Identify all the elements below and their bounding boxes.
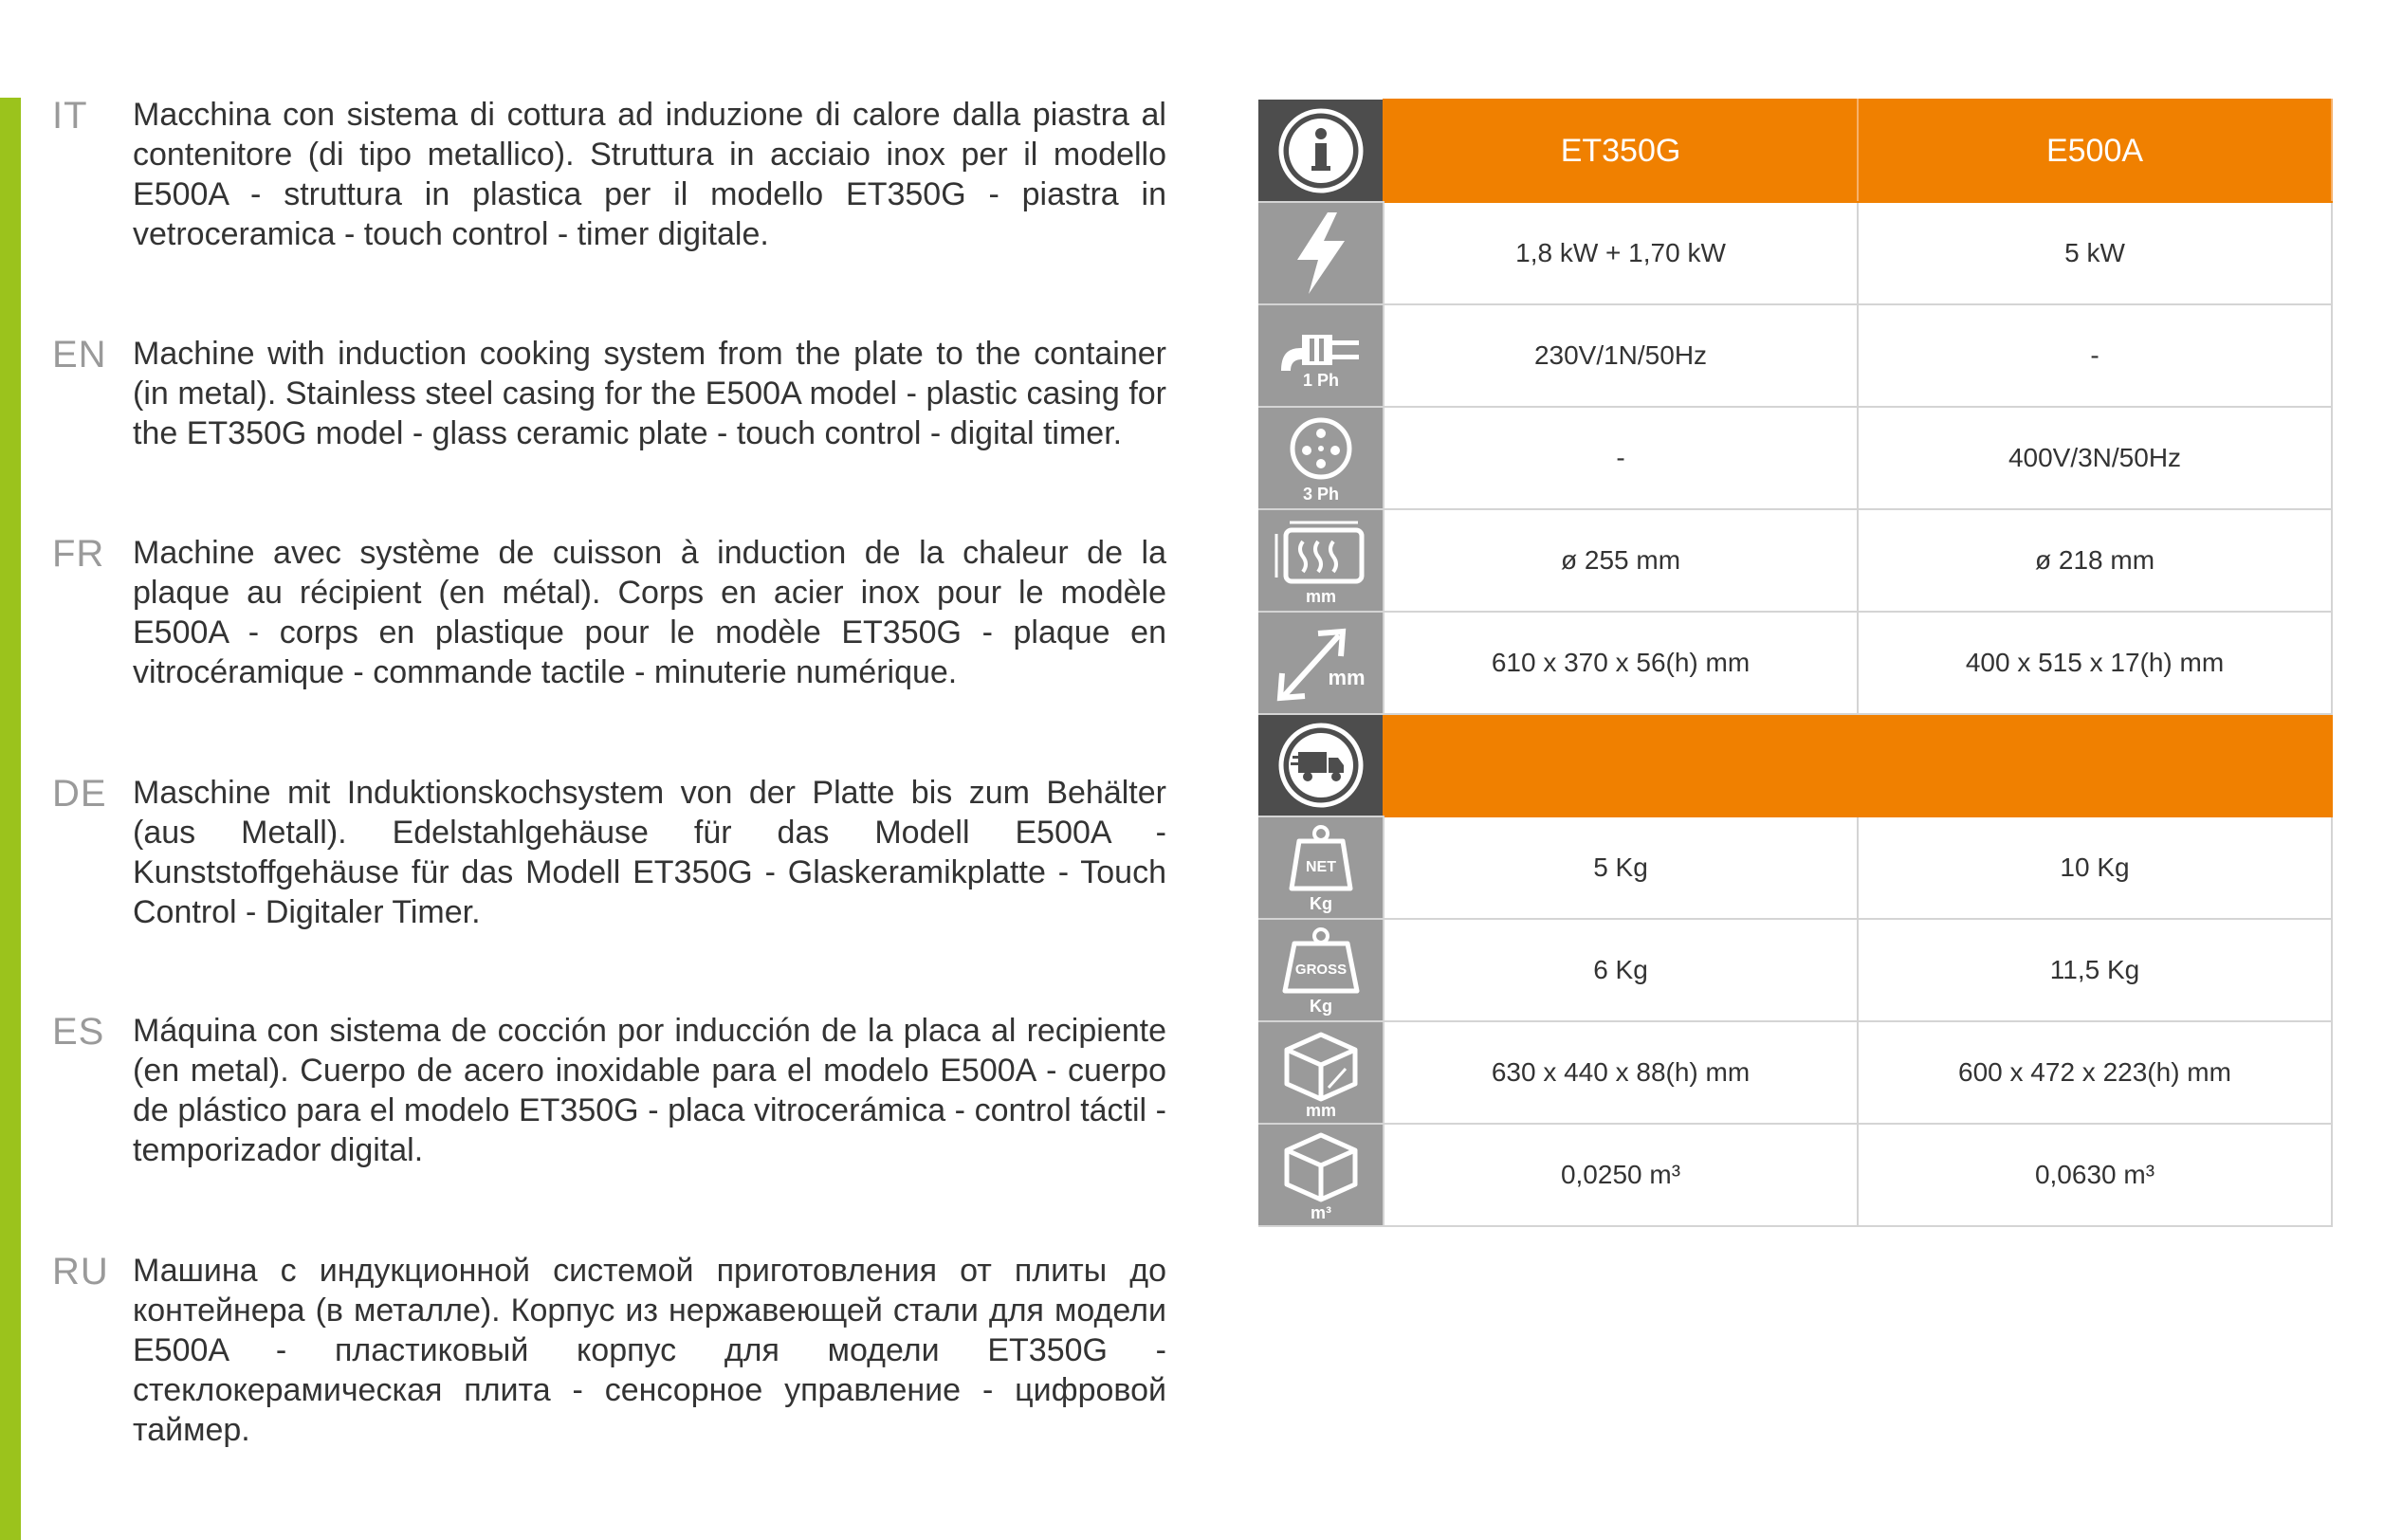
spec-value: -	[1858, 304, 2332, 407]
icon-label: mm	[1327, 666, 1366, 689]
spec-value: 230V/1N/50Hz	[1384, 304, 1858, 407]
plate-size-icon	[1258, 509, 1384, 612]
table-row	[1258, 919, 2332, 1021]
table-row	[1258, 816, 2332, 919]
lightning-icon	[1258, 202, 1384, 304]
spec-value: 400V/3N/50Hz	[1858, 407, 2332, 509]
icon-label: mm	[1305, 587, 1336, 606]
spec-value: 11,5 Kg	[1858, 919, 2332, 1021]
shipping-header-band	[1384, 714, 2332, 816]
spec-value: 600 x 472 x 223(h) mm	[1858, 1021, 2332, 1124]
spec-value: ø 218 mm	[1858, 509, 2332, 612]
socket-3ph-icon	[1258, 407, 1384, 509]
model-header: ET350G	[1384, 100, 1858, 202]
lang-code: DE	[52, 773, 107, 815]
truck-icon	[1258, 714, 1384, 816]
table-row	[1258, 1021, 2332, 1124]
icon-label: m³	[1310, 1203, 1331, 1220]
table-row	[1258, 509, 2332, 612]
spec-value: 6 Kg	[1384, 919, 1858, 1021]
dimensions-icon	[1258, 612, 1384, 714]
lang-text: Maschine mit Induktionskochsystem von der Platte bis zum Behälter (aus Metall). Edelstahlgehäuse für das Modell E500A - Kunststoffgehäuse für das Modell ET350G - Glaskeramikplatte - Touch Control - Digitaler Timer.	[133, 775, 1166, 930]
shipping-header-row	[1258, 714, 2332, 816]
spec-value: 610 x 370 x 56(h) mm	[1384, 612, 1858, 714]
spec-value: -	[1384, 407, 1858, 509]
package-volume-icon	[1258, 1124, 1384, 1226]
lang-text: Macchina con sistema di cottura ad induzione di calore dalla piastra al contenitore (di tipo metallico). Struttura in acciaio inox per il modello E500A - struttura in plastica per il modello ET350G - piastra in vetroceramica - touch control - timer digitale.	[133, 97, 1166, 252]
lang-code: IT	[52, 95, 88, 137]
spec-value: 0,0630 m³	[1858, 1124, 2332, 1226]
lang-text: Машина с индукционной системой приготовления от плиты до контейнера (в металле). Корпус из нержавеющей стали для модели E500A - пластиковый корпус для модели ET350G - стеклокерамическая плита - сенсорное управление - цифровой таймер.	[133, 1253, 1166, 1448]
lang-text: Machine with induction cooking system from the plate to the container (in metal). Stainless steel casing for the E500A model - plastic casing for the ET350G model - glass ceramic plate - touch control - digital timer.	[133, 336, 1166, 451]
lang-code: ES	[52, 1011, 105, 1053]
icon-label: mm	[1305, 1101, 1336, 1118]
table-row	[1258, 612, 2332, 714]
plug-1ph-icon	[1258, 304, 1384, 407]
green-accent-bar	[0, 98, 21, 1540]
icon-label: Kg	[1309, 894, 1332, 913]
spec-value: 5 kW	[1858, 202, 2332, 304]
icon-label: Kg	[1309, 997, 1332, 1016]
gross-weight-icon	[1258, 919, 1384, 1021]
spec-value: 5 Kg	[1384, 816, 1858, 919]
lang-code: RU	[52, 1251, 109, 1292]
icon-label: 1 Ph	[1302, 371, 1339, 390]
info-icon	[1258, 100, 1384, 202]
package-dimensions-icon	[1258, 1021, 1384, 1124]
lang-text: Máquina con sistema de cocción por inducción de la placa al recipiente (en metal). Cuerpo de acero inoxidable para el modelo E500A - cuerpo de plástico para el modelo ET350G - placa vitrocerámica - control táctil - temporizador digital.	[133, 1013, 1166, 1168]
spec-value: 400 x 515 x 17(h) mm	[1858, 612, 2332, 714]
table-row	[1258, 1124, 2332, 1226]
spec-value: 630 x 440 x 88(h) mm	[1384, 1021, 1858, 1124]
spec-table	[1258, 99, 2333, 1227]
lang-code: EN	[52, 334, 107, 376]
lang-text: Machine avec système de cuisson à induction de la chaleur de la plaque au récipient (en métal). Corps en acier inox pour le modèle E500A - corps en plastique pour le modèle ET350G - plaque en vitrocéramique - commande tactile - minuterie numérique.	[133, 535, 1166, 690]
table-row	[1258, 304, 2332, 407]
table-header-row	[1258, 100, 2332, 202]
spec-value: 0,0250 m³	[1384, 1124, 1858, 1226]
icon-top-label: NET	[1305, 859, 1336, 875]
model-header: E500A	[1858, 100, 2332, 202]
spec-value: ø 255 mm	[1384, 509, 1858, 612]
icon-top-label: GROSS	[1294, 962, 1347, 978]
table-row	[1258, 407, 2332, 509]
spec-value: 1,8 kW + 1,70 kW	[1384, 202, 1858, 304]
spec-value: 10 Kg	[1858, 816, 2332, 919]
icon-label: 3 Ph	[1302, 485, 1339, 504]
lang-code: FR	[52, 533, 105, 575]
table-row	[1258, 202, 2332, 304]
net-weight-icon	[1258, 816, 1384, 919]
